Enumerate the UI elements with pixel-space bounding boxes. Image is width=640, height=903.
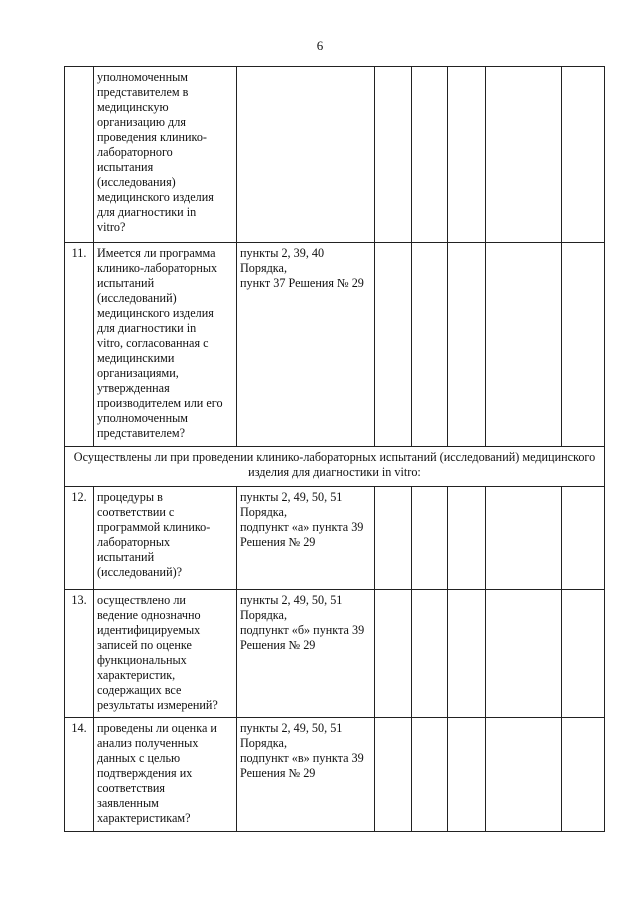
checklist-table (64, 66, 605, 832)
legal-reference: пункты 2, 49, 50, 51 Порядка, подпункт «а» пункта 39 Решения № 29 (237, 487, 375, 590)
extra-cell[interactable] (562, 718, 605, 832)
answer-cell-yes[interactable] (375, 718, 412, 832)
page-number: 6 (316, 38, 324, 53)
requirement-text: процедуры в соответствии с программой клинико- лабораторных испытаний (исследований)? (94, 487, 237, 590)
row-number (65, 67, 94, 243)
extra-cell[interactable] (562, 243, 605, 447)
row-number: 12. (65, 487, 94, 590)
row-number: 11. (65, 243, 94, 447)
legal-reference: пункты 2, 39, 40 Порядка, пункт 37 Решения № 29 (237, 243, 375, 447)
extra-cell[interactable] (562, 487, 605, 590)
answer-cell-no[interactable] (412, 67, 448, 243)
extra-cell[interactable] (562, 590, 605, 718)
answer-cell-na[interactable] (448, 590, 486, 718)
legal-reference: пункты 2, 49, 50, 51 Порядка, подпункт «б» пункта 39 Решения № 29 (237, 590, 375, 718)
answer-cell-no[interactable] (412, 243, 448, 447)
answer-cell-na[interactable] (448, 487, 486, 590)
table-row (65, 487, 605, 590)
answer-cell-na[interactable] (448, 243, 486, 447)
requirement-text: уполномоченным представителем в медицинскую организацию для проведения клинико- лабораторного испытания (исследования) медицинского изделия для диагностики in vitro? (94, 67, 237, 243)
answer-cell-na[interactable] (448, 67, 486, 243)
table-row (65, 590, 605, 718)
notes-cell[interactable] (486, 67, 562, 243)
table-row (65, 718, 605, 832)
notes-cell[interactable] (486, 243, 562, 447)
answer-cell-yes[interactable] (375, 243, 412, 447)
notes-cell[interactable] (486, 590, 562, 718)
answer-cell-na[interactable] (448, 718, 486, 832)
notes-cell[interactable] (486, 487, 562, 590)
row-number: 13. (65, 590, 94, 718)
answer-cell-no[interactable] (412, 590, 448, 718)
table-row (65, 243, 605, 447)
answer-cell-yes[interactable] (375, 67, 412, 243)
section-header-row (65, 447, 605, 487)
requirement-text: Имеется ли программа клинико-лабораторных испытаний (исследований) медицинского изделия для диагностики in vitro, согласованная с медицинскими организациями, утвержденная производителем или его уполномоченным представителем? (94, 243, 237, 447)
row-number: 14. (65, 718, 94, 832)
answer-cell-no[interactable] (412, 487, 448, 590)
table-row (65, 67, 605, 243)
section-header: Осуществлены ли при проведении клинико-лабораторных испытаний (исследований) медицинского изделия для диагностики in vitro: (65, 447, 605, 487)
legal-reference (237, 67, 375, 243)
answer-cell-yes[interactable] (375, 590, 412, 718)
answer-cell-no[interactable] (412, 718, 448, 832)
answer-cell-yes[interactable] (375, 487, 412, 590)
requirement-text: осуществлено ли ведение однозначно идентифицируемых записей по оценке функциональных характеристик, содержащих все результаты измерений? (94, 590, 237, 718)
notes-cell[interactable] (486, 718, 562, 832)
legal-reference: пункты 2, 49, 50, 51 Порядка, подпункт «в» пункта 39 Решения № 29 (237, 718, 375, 832)
requirement-text: проведены ли оценка и анализ полученных данных с целью подтверждения их соответствия заявленным характеристикам? (94, 718, 237, 832)
extra-cell[interactable] (562, 67, 605, 243)
